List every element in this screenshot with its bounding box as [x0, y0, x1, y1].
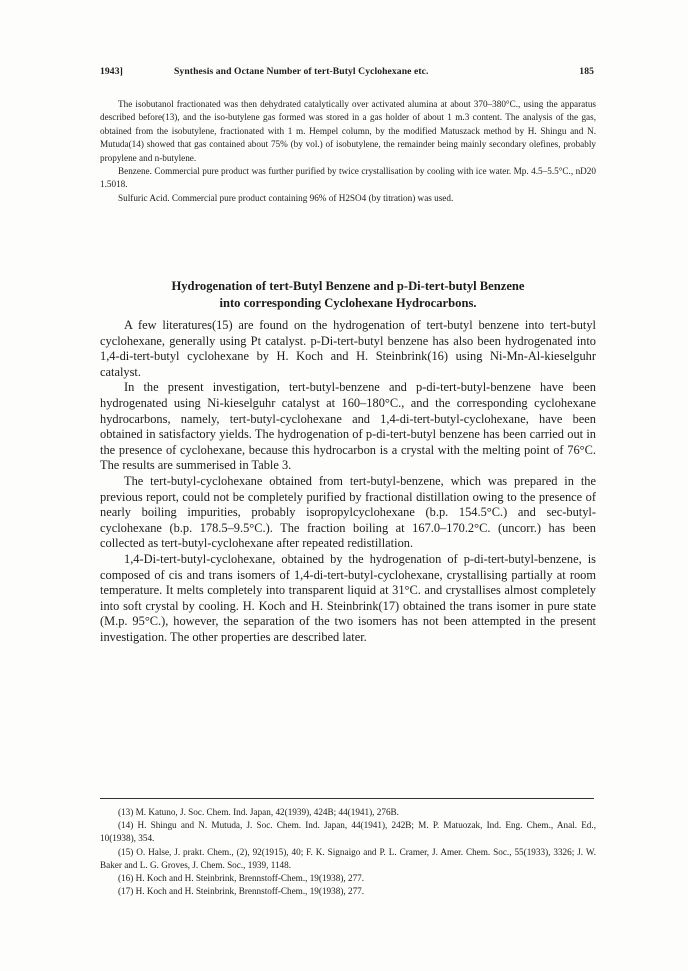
header-year: 1943] — [100, 66, 123, 77]
body-text — [100, 318, 596, 645]
section-heading-line-1: Hydrogenation of tert-Butyl Benzene and p-Di-tert-butyl Benzene — [171, 279, 525, 293]
benzene-paragraph: Benzene. Commercial pure product was further purified by twice crystallisation by cooling with ice water. Mp. 4.5–5.5°C., nD20 1.5018. — [100, 166, 596, 190]
header-title: Synthesis and Octane Number of tert-Butyl Cyclohexane etc. — [174, 66, 429, 77]
sulfuric-acid-paragraph: Sulfuric Acid. Commercial pure product containing 96% of H2SO4 (by titration) was used. — [118, 192, 454, 203]
footnote-14: (14) H. Shingu and N. Mutuda, J. Soc. Chem. Ind. Japan, 44(1941), 242B; M. P. Matuozak, Ind. Eng. Chem., Anal. Ed., 10(1938), 354. — [100, 820, 596, 844]
body-paragraph-2: In the present investigation, tert-butyl-benzene and p-di-tert-butyl-benzene have been hydrogenated using Ni-kieselguhr catalyst at 160–180°C., and the corresponding cyclohexane hydrocarbons, namely, tert-butyl-cyclohexane and 1,4-di-tert-butyl-cyclohexane, have been obtained in satisfactory yields. The hydrogenation of p-di-tert-butyl benzene has been carried out in the presence of cyclohexane, because this hydrocarbon is a crystal with the melting point of 76°C. The results are summerised in Table 3. — [100, 380, 596, 473]
body-paragraph-1: A few literatures(15) are found on the hydrogenation of tert-butyl benzene into tert-butyl cyclohexane, generally using Pt catalyst. p-Di-tert-butyl benzene has also been hydrogenated into 1,4-di-tert-butyl cyclohexane by H. Koch and H. Steinbrink(16) using Ni-Mn-Al-kieselguhr catalyst. — [100, 318, 596, 379]
materials-section — [100, 98, 596, 205]
footnote-rule — [100, 798, 594, 799]
running-header — [100, 66, 596, 82]
body-paragraph-3: The tert-butyl-cyclohexane obtained from tert-butyl-benzene, which was prepared in the previous report, could not be completely purified by fractional distillation owing to the presence of nearly boiling impurities, probably isopropylcyclohexane (b.p. 154.5°C.) and sec-butyl-cyclohexane (b.p. 178.5–9.5°C.). The fraction boiling at 167.0–170.2°C. (uncorr.) has been collected as tert-butyl-cyclohexane after repeated redistillation. — [100, 473, 596, 551]
isobutylene-paragraph: The isobutanol fractionated was then dehydrated catalytically over activated alumina at about 370–380°C., using the apparatus described before(13), and the iso-butylene gas formed was stored in a gas holder of about 1 m.3 content. The analysis of the gas, obtained from the isobutylene, fractionated with 1 m. Hempel column, by the modified Matuszack method by H. Shingu and N. Mutuda(14) showed that gas contained about 75% (by vol.) of isobutylene, the remainder being mainly secondary olefines, probably propylene and n-butylene. — [100, 99, 596, 163]
section-heading — [100, 278, 596, 311]
section-heading-line-2: into corresponding Cyclohexane Hydrocarbons. — [219, 295, 477, 310]
footnote-16: (16) H. Koch and H. Steinbrink, Brennstoff-Chem., 19(1938), 277. — [118, 873, 365, 884]
body-paragraph-4: 1,4-Di-tert-butyl-cyclohexane, obtained by the hydrogenation of p-di-tert-butyl-benzene, is composed of cis and trans isomers of 1,4-di-tert-butyl-cyclohexane, crystallising partially at room temperature. It melts completely into transparent liquid at 31°C. and crystallises almost completely into soft crystal by cooling. H. Koch and H. Steinbrink(17) obtained the trans isomer in pure state (M.p. 95°C.), however, the separation of the two isomers has not been attempted in the present investigation. The other properties are described later. — [100, 551, 596, 644]
footnote-13: (13) M. Katuno, J. Soc. Chem. Ind. Japan, 42(1939), 424B; 44(1941), 276B. — [118, 807, 399, 817]
page-number: 185 — [579, 66, 594, 77]
footnote-17: (17) H. Koch and H. Steinbrink, Brennstoff-Chem., 19(1938), 277. — [118, 886, 365, 897]
footnote-15: (15) O. Halse, J. prakt. Chem., (2), 92(1915), 40; F. K. Signaigo and P. L. Cramer, J. Amer. Chem. Soc., 55(1933), 3326; J. W. Baker and L. G. Groves, J. Chem. Soc., 1939, 1148. — [100, 846, 596, 870]
footnotes — [100, 806, 596, 898]
